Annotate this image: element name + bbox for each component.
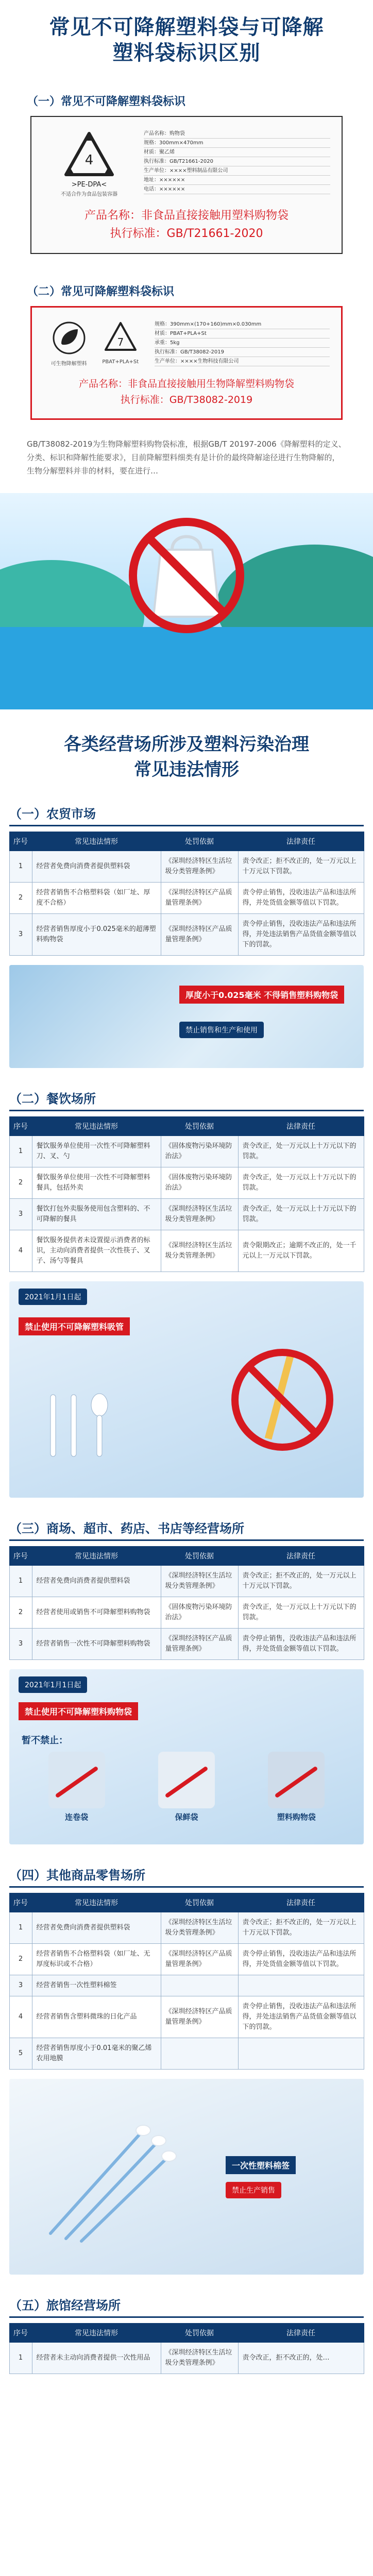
table-row <box>9 1912 364 1943</box>
cell: 2 <box>9 1943 32 1975</box>
table-row <box>9 882 364 913</box>
spec-line: 承重：5kg <box>155 338 330 348</box>
spec-box <box>144 129 330 194</box>
ban-row <box>9 1752 364 1822</box>
category-title <box>9 1518 364 1541</box>
table-header-row <box>9 1893 364 1912</box>
ban-item-label: 塑料购物袋 <box>277 1812 316 1822</box>
col-header: 常见违法情形 <box>32 832 161 851</box>
svg-text:7: 7 <box>117 336 124 348</box>
cell: 2 <box>9 1167 32 1198</box>
cell: 1 <box>9 1565 32 1597</box>
cell: 《深圳经济特区产品质量管理条例》 <box>161 913 238 955</box>
violation-table <box>9 1116 364 1272</box>
cell: 《深圳经济特区生活垃圾分类管理条例》 <box>161 1198 238 1230</box>
spec-line: 规格：300mm×470mm <box>144 139 330 148</box>
cell: 责令改正；拒不改正的，处一万元以上十万元以下罚款。 <box>238 851 364 882</box>
col-header: 常见违法情形 <box>32 1546 161 1565</box>
cell: 3 <box>9 1198 32 1230</box>
product-name-2: 产品名称：非食品直接接触用生物降解塑料购物袋 <box>78 378 294 389</box>
table-row <box>9 2038 364 2069</box>
table-row <box>9 1975 364 1996</box>
cell: 责令停止销售，没收违法产品和违法所得，并处违法销售产品货值金额等值以下的罚款。 <box>238 913 364 955</box>
category-title <box>9 2295 364 2318</box>
spec-line: 执行标准：GB/T21661-2020 <box>144 157 330 166</box>
photo-banner: 禁止使用不可降解塑料购物袋 <box>19 1702 138 1720</box>
cell: 2 <box>9 1597 32 1628</box>
col-header: 序号 <box>9 832 32 851</box>
cell: 经营者销售不合格塑料袋（如厂址、厚度不合格） <box>32 882 161 913</box>
market-photo <box>9 965 364 1068</box>
category-title <box>9 1089 364 1111</box>
cell: 2 <box>9 882 32 913</box>
cell: 1 <box>9 1912 32 1943</box>
violation-table <box>9 2323 364 2374</box>
description: GB/T38082-2019为生物降解塑料购物袋标准，根据GB/T 20197-2006《降解塑料的定义、分类、标识和降解性能要求》，目前降解塑料细类有是计价的最终降解途径进行生物降解的，生物分解塑料并非的材料，要在进行… <box>27 439 346 476</box>
cell: 经营者免费向消费者提供塑料袋 <box>32 1912 161 1943</box>
cell: 责令改正，处一万元以上十万元以下的罚款。 <box>238 1597 364 1628</box>
spec-line: 电话：×××××× <box>144 185 330 194</box>
table-row <box>9 1628 364 1659</box>
cell: 责令改正，处一万元以上十万元以下的罚款。 <box>238 1136 364 1167</box>
category-title <box>9 804 364 826</box>
col-header: 法律责任 <box>238 2323 364 2342</box>
cell: 责令改正；拒不改正的，处一万元以上十万元以下罚款。 <box>238 1565 364 1597</box>
cell: 经营者销售厚度小于0.01毫米的聚乙烯农用地膜 <box>32 2038 161 2069</box>
cell: 责令停止销售，没收违法产品和违法所得，并处货值金额等值以下罚款。 <box>238 1943 364 1975</box>
category-title-text: （四）其他商品零售场所 <box>9 1865 364 1888</box>
cell: 4 <box>9 1230 32 1272</box>
page-title <box>0 14 373 66</box>
ban-item-label: 连卷袋 <box>65 1812 89 1822</box>
violation-table <box>9 1893 364 2070</box>
svg-text:4: 4 <box>84 152 94 168</box>
governance-title-line-1: 各类经营场所涉及塑料污染治理 <box>64 734 309 755</box>
cell <box>238 1975 364 1996</box>
col-header: 序号 <box>9 1546 32 1565</box>
standard: 执行标准：GB/T21661-2020 <box>110 227 263 240</box>
roll-bag-icon <box>48 1752 105 1808</box>
ban-item <box>48 1752 105 1822</box>
logo-code: >PE-DPA< <box>71 181 107 189</box>
nondegradable-bag-card <box>30 116 343 254</box>
photo-banner: 一次性塑料棉签 <box>226 2156 296 2174</box>
cell: 餐饮服务提供者未设置提示消费者的标识，主动向消费者提供一次性筷子、叉子、汤勺等餐具 <box>32 1230 161 1272</box>
table-header-row <box>9 2323 364 2342</box>
cell: 责令改正，拒不改正的，处… <box>238 2342 364 2374</box>
cell: 《深圳经济特区生活垃圾分类管理条例》 <box>161 1565 238 1597</box>
category-title-text: （三）商场、超市、药店、书店等经营场所 <box>9 1518 364 1541</box>
cell: 经营者免费向消费者提供塑料袋 <box>32 851 161 882</box>
cell: 责令限期改正；逾期不改正的，处一千元以上一万元以下罚款。 <box>238 1230 364 1272</box>
spec-box-2 <box>155 320 330 366</box>
cell: 经营者销售含塑料微珠的日化产品 <box>32 1996 161 2038</box>
recycle-icon <box>61 129 117 181</box>
cell: 经营者免费向消费者提供塑料袋 <box>32 1565 161 1597</box>
mall-photo <box>9 1669 364 1844</box>
col-header: 常见违法情形 <box>32 1893 161 1912</box>
table-header-row <box>9 1116 364 1136</box>
cell: 《深圳经济特区产品质量管理条例》 <box>161 1628 238 1659</box>
cell: 责令停止销售，没收违法产品和违法所得，并处违法销售产品货值金额等值以下的罚款。 <box>238 1996 364 2038</box>
cell: 3 <box>9 1975 32 1996</box>
category-title-text: （二）餐饮场所 <box>9 1089 364 1111</box>
cell: 《深圳经济特区产品质量管理条例》 <box>161 1943 238 1975</box>
table-row <box>9 1167 364 1198</box>
category-title-text: （一）农贸市场 <box>9 804 364 826</box>
violation-table <box>9 1546 364 1660</box>
cell: 《深圳经济特区产品质量管理条例》 <box>161 882 238 913</box>
cell: 《深圳经济特区生活垃圾分类管理条例》 <box>161 851 238 882</box>
spec-line: 地址：×××××× <box>144 176 330 185</box>
photo-tag: 2021年1月1日起 <box>19 1676 87 1693</box>
photo-banner: 厚度小于0.025毫米 不得销售塑料购物袋 <box>179 986 344 1004</box>
straw-ban-icon <box>226 1343 339 1456</box>
cell: 《固体废物污染环境防治法》 <box>161 1136 238 1167</box>
governance-title-line-2: 常见违法情形 <box>134 759 239 781</box>
product-name: 产品名称：非食品直接接触用塑料购物袋 <box>84 209 289 222</box>
ban-bag-icon <box>125 514 248 637</box>
table-row <box>9 1198 364 1230</box>
cell: 3 <box>9 1628 32 1659</box>
cell: 1 <box>9 2342 32 2374</box>
shopping-bag-icon <box>268 1752 325 1808</box>
cell: 责令停止销售，没收违法产品和违法所得，并处货值金额等值以下罚款。 <box>238 882 364 913</box>
section-degradable-label: （二）常见可降解塑料袋标识 <box>27 285 175 298</box>
nondegradable-caption <box>43 207 330 241</box>
ban-item-label: 保鲜袋 <box>175 1812 198 1822</box>
cell: 经营者销售厚度小于0.025毫米的超薄塑料购物袋 <box>32 913 161 955</box>
spec-line: 材质：聚乙烯 <box>144 148 330 157</box>
cell: 《深圳经济特区生活垃圾分类管理条例》 <box>161 1912 238 1943</box>
col-header: 法律责任 <box>238 1893 364 1912</box>
category-title-text: （五）旅馆经营场所 <box>9 2295 364 2318</box>
table-header-row <box>9 1546 364 1565</box>
governance-title <box>0 732 373 783</box>
cell: 责令改正；拒不改正的，处一万元以上十万元以下罚款。 <box>238 1912 364 1943</box>
col-header: 序号 <box>9 2323 32 2342</box>
logo2-sub: PBAT+PLA+St <box>102 359 139 365</box>
photo-banner: 禁止使用不可降解塑料吸管 <box>19 1317 130 1335</box>
page-header <box>0 0 373 70</box>
table-row <box>9 913 364 955</box>
table-row <box>9 1597 364 1628</box>
col-header: 处罚依据 <box>161 832 238 851</box>
spec-line: 产品名称：购物袋 <box>144 129 330 139</box>
spec-line: 执行标准：GB/T38082-2019 <box>155 348 330 357</box>
photo-tag: 禁止生产销售 <box>226 2182 281 2198</box>
cell: 经营者未主动向消费者提供一次性用品 <box>32 2342 161 2374</box>
cell: 餐饮打包外卖服务使用包含塑料的、不可降解的餐具 <box>32 1198 161 1230</box>
standard-2: 执行标准：GB/T38082-2019 <box>120 394 253 405</box>
degradable-caption <box>43 376 330 406</box>
ban-item <box>268 1752 325 1822</box>
table-row <box>9 1565 364 1597</box>
col-header: 序号 <box>9 1893 32 1912</box>
cell <box>161 2038 238 2069</box>
logo-sub: 不适合作为食品包装容器 <box>61 192 117 197</box>
col-header: 法律责任 <box>238 1116 364 1136</box>
degradable-row <box>43 320 330 367</box>
col-header: 法律责任 <box>238 832 364 851</box>
recycle-logo <box>43 129 135 197</box>
cell: 《固体废物污染环境防治法》 <box>161 1597 238 1628</box>
table-row <box>9 2342 364 2374</box>
leaf-icon <box>51 320 87 356</box>
cell: 《深圳经济特区产品质量管理条例》 <box>161 1996 238 2038</box>
cutlery-icon <box>40 1389 143 1462</box>
cell: 1 <box>9 1136 32 1167</box>
table-header-row <box>9 832 364 851</box>
cell: 《深圳经济特区生活垃圾分类管理条例》 <box>161 2342 238 2374</box>
cling-bag-icon <box>158 1752 215 1808</box>
cell: 3 <box>9 913 32 955</box>
cell: 5 <box>9 2038 32 2069</box>
col-header: 常见违法情形 <box>32 1116 161 1136</box>
water <box>0 627 373 709</box>
degradable-logos <box>43 320 146 367</box>
spec-line: 生产单位：××××生物科技有限公司 <box>155 357 330 366</box>
ban-title: 暂不禁止： <box>22 1735 68 1746</box>
recycle-7-icon <box>103 320 139 356</box>
col-header: 序号 <box>9 1116 32 1136</box>
cell: 经营者销售一次性塑料棉签 <box>32 1975 161 1996</box>
cell: 责令改正，处一万元以上十万元以下的罚款。 <box>238 1167 364 1198</box>
degradable-bag-card <box>30 306 343 420</box>
retail-photo <box>9 2079 364 2275</box>
spec-line: 规格：390mm×(170+160)mm×0.030mm <box>155 320 330 329</box>
table-row <box>9 1943 364 1975</box>
table-row <box>9 1230 364 1272</box>
title-line-2: 塑料袋标识区别 <box>112 41 261 65</box>
col-header: 处罚依据 <box>161 1116 238 1136</box>
biodegradable-logo <box>51 320 87 367</box>
cell: 《固体废物污染环境防治法》 <box>161 1167 238 1198</box>
cell: 餐饮服务单位使用一次性不可降解塑料餐具，包括外卖 <box>32 1167 161 1198</box>
cell: 经营者使用或销售不可降解塑料购物袋 <box>32 1597 161 1628</box>
environment-illustration <box>0 493 373 709</box>
cell: 4 <box>9 1996 32 2038</box>
col-header: 处罚依据 <box>161 2323 238 2342</box>
cell: 餐饮服务单位使用一次性不可降解塑料刀、叉、勺 <box>32 1136 161 1167</box>
title-line-1: 常见不可降解塑料袋与可降解 <box>49 15 324 39</box>
ban-item <box>158 1752 215 1822</box>
material-logo <box>102 320 139 367</box>
cell: 责令改正，处一万元以上十万元以下的罚款。 <box>238 1198 364 1230</box>
cell: 经营者销售一次性不可降解塑料购物袋 <box>32 1628 161 1659</box>
nondegradable-row <box>43 129 330 197</box>
col-header: 法律责任 <box>238 1546 364 1565</box>
photo-tag: 禁止销售和生产和使用 <box>179 1022 264 1038</box>
violation-table <box>9 832 364 956</box>
cell: 责令停止销售，没收违法产品和违法所得，并处货值金额等值以下罚款。 <box>238 1628 364 1659</box>
col-header: 常见违法情形 <box>32 2323 161 2342</box>
cell: 《深圳经济特区生活垃圾分类管理条例》 <box>161 1230 238 1272</box>
table-row <box>9 1136 364 1167</box>
logo1-sub: 可生物降解塑料 <box>50 361 87 367</box>
spec-line: 生产单位：××××塑料制品有限公司 <box>144 166 330 176</box>
cell <box>161 1975 238 1996</box>
cell <box>238 2038 364 2069</box>
cell: 1 <box>9 851 32 882</box>
restaurant-photo <box>9 1281 364 1498</box>
section-nondegradable-label: （一）常见不可降解塑料袋标识 <box>27 95 186 108</box>
photo-tag: 2021年1月1日起 <box>19 1289 87 1305</box>
cell: 经营者销售不合格塑料袋（如厂址、无厚度标识或不合格） <box>32 1943 161 1975</box>
cotton-swab-icon <box>30 2110 184 2254</box>
col-header: 处罚依据 <box>161 1546 238 1565</box>
col-header: 处罚依据 <box>161 1893 238 1912</box>
table-row <box>9 1996 364 2038</box>
spec-line: 材质：PBAT+PLA+St <box>155 329 330 338</box>
category-title <box>9 1865 364 1888</box>
table-row <box>9 851 364 882</box>
